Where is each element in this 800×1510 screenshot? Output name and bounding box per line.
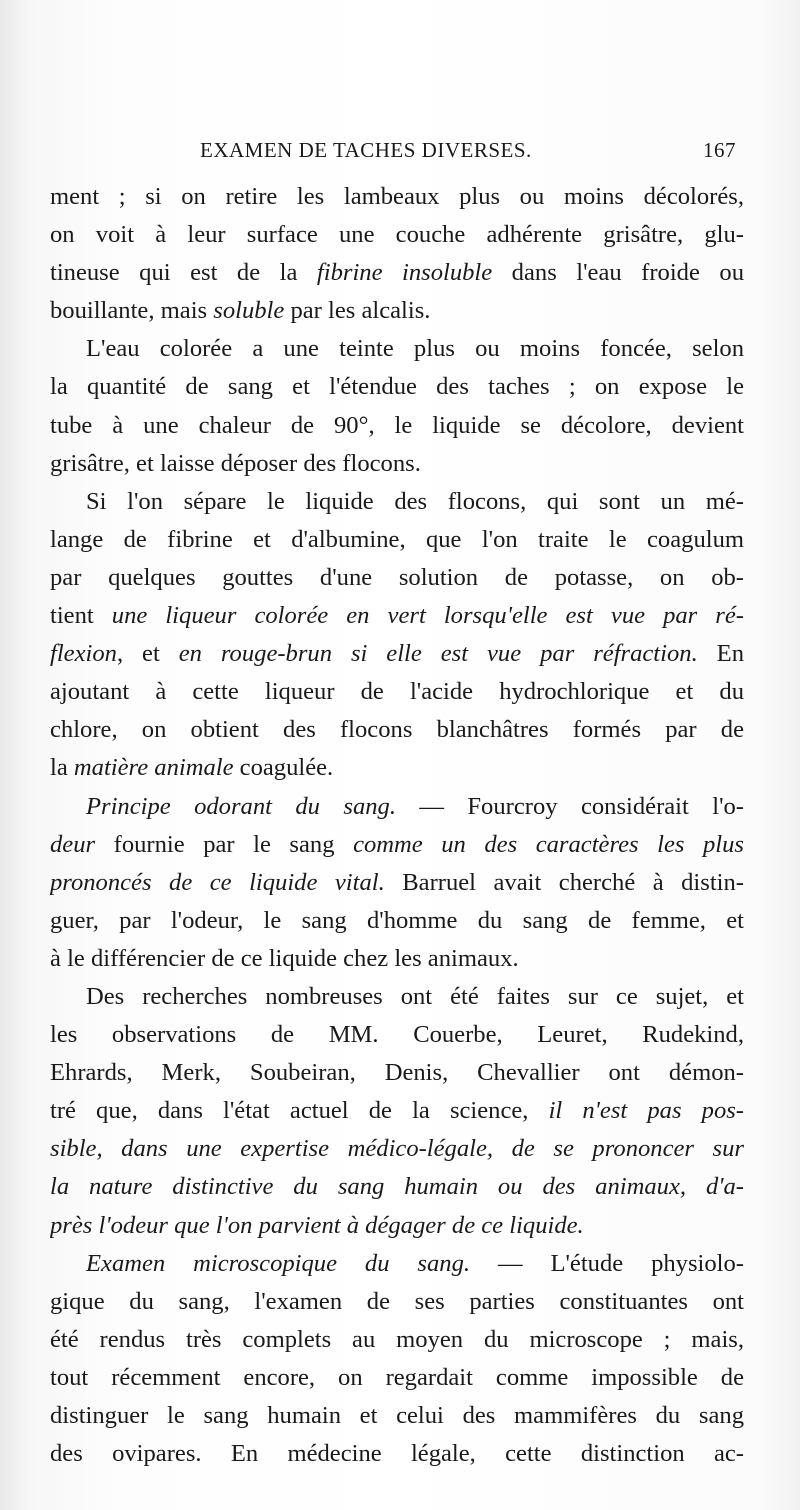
text-line [50,1130,744,1168]
text-line [50,407,744,445]
italic-text: matière animale [73,754,234,782]
page-header [0,138,800,168]
text-run: coagulée. [233,754,334,782]
text-line [50,635,744,673]
text-run: été rendus très complets au moyen du microscope ; mais, [50,1325,744,1353]
text-run: bouillante, mais [50,297,214,325]
text-line [50,483,744,521]
text-line [50,597,744,635]
text-line [50,788,744,826]
text-line [50,1435,744,1473]
italic-text: soluble [213,297,285,325]
text-line [50,330,744,368]
text-run: à le différencier de ce liquide chez les animaux. [50,944,519,972]
text-run: Des recherches nombreuses ont été faites sur ce sujet, et [86,982,744,1010]
text-run: on voit à leur surface une couche adhérente grisâtre, glu- [50,221,744,249]
text-run: tré que, dans l'état actuel de la science, [50,1097,549,1125]
text-run: Barruel avait cherché à distin- [384,868,744,896]
text-line [50,826,744,864]
italic-text: une liqueur colorée en vert lorsqu'elle est vue par ré- [111,602,744,630]
text-run: guer, par l'odeur, le sang d'homme du sang de femme, et [50,906,744,934]
italic-text: comme un des caractères les plus [353,830,744,858]
text-line [50,445,744,483]
text-line [50,1283,744,1321]
text-line [50,864,744,902]
text-run: dans l'eau froide ou [492,259,744,287]
page-number: 167 [703,138,736,162]
italic-text: deur [50,830,96,858]
text-line [50,292,744,330]
text-line [50,1207,744,1245]
italic-text: il n'est pas pos- [548,1097,744,1125]
text-run: grisâtre, et laisse déposer des flocons. [50,449,421,477]
text-line [50,1245,744,1283]
text-line [50,1397,744,1435]
text-line [50,559,744,597]
text-line [50,978,744,1016]
text-line [50,521,744,559]
text-run: ment ; si on retire les lambeaux plus ou moins décolorés, [50,183,744,210]
italic-text: sible, dans une expertise médico-légale, de se prononcer sur [50,1135,744,1163]
text-run: ajoutant à cette liqueur de l'acide hydrochlorique et du [50,678,744,706]
text-line [50,1321,744,1359]
text-run: lange de fibrine et d'albumine, que l'on traite le coagulum [50,525,744,553]
text-run: tube à une chaleur de 90°, le liquide se décolore, devient [50,411,744,439]
text-line [50,1168,744,1206]
text-run: gique du sang, l'examen de ses parties constituantes ont [50,1287,744,1315]
text-run: tient [50,602,112,630]
italic-text: fibrine insoluble [316,259,493,287]
text-run: la [50,754,74,782]
text-run: — L'étude physiolo- [470,1249,744,1277]
text-line [50,1092,744,1130]
text-line [50,673,744,711]
text-run: tineuse qui est de la [50,259,317,287]
running-title: EXAMEN DE TACHES DIVERSES. [200,138,532,162]
text-run: les observations de MM. Couerbe, Leuret, Rudekind, [50,1021,744,1049]
text-run: par quelques gouttes d'une solution de potasse, on ob- [50,563,744,591]
body-text [50,178,744,1473]
text-line [50,749,744,787]
text-run: distinguer le sang humain et celui des mammifères du sang [50,1402,744,1429]
text-run: En [697,640,744,668]
text-run: fournie par le sang [95,830,354,858]
text-line [50,711,744,749]
italic-text: prononcés de ce liquide vital. [50,868,385,896]
italic-text: en rouge-brun si elle est vue par réfraction. [178,640,698,668]
text-line [50,940,744,978]
italic-text: près l'odeur que l'on parvient à dégager de ce liquide. [50,1211,584,1239]
text-line [50,1054,744,1092]
italic-text: flexion [50,640,117,668]
text-run: tout récemment encore, on regardait comme impossible de [50,1363,744,1391]
text-line [50,1359,744,1397]
text-line [50,902,744,940]
italic-text: Principe odorant du sang. [86,792,396,820]
text-run: par les alcalis. [284,297,431,325]
text-line [50,254,744,292]
text-run: la quantité de sang et l'étendue des taches ; on expose le [50,373,744,401]
text-line [50,216,744,254]
text-run: Si l'on sépare le liquide des flocons, qui sont un mé- [86,487,744,515]
text-run: , et [116,640,179,668]
text-run: chlore, on obtient des flocons blanchâtres formés par de [50,716,744,744]
text-line [50,1016,744,1054]
text-run: des ovipares. En médecine légale, cette distinction ac- [50,1440,744,1468]
text-run: Ehrards, Merk, Soubeiran, Denis, Chevallier ont démon- [50,1059,744,1087]
text-line [50,368,744,406]
italic-text: la nature distinctive du sang humain ou des animaux, d'a- [50,1173,744,1201]
text-run: L'eau colorée a une teinte plus ou moins foncée, selon [86,335,744,363]
text-run: — Fourcroy considérait l'o- [395,792,744,820]
italic-text: Examen microscopique du sang. [86,1249,471,1277]
text-line [50,178,744,216]
